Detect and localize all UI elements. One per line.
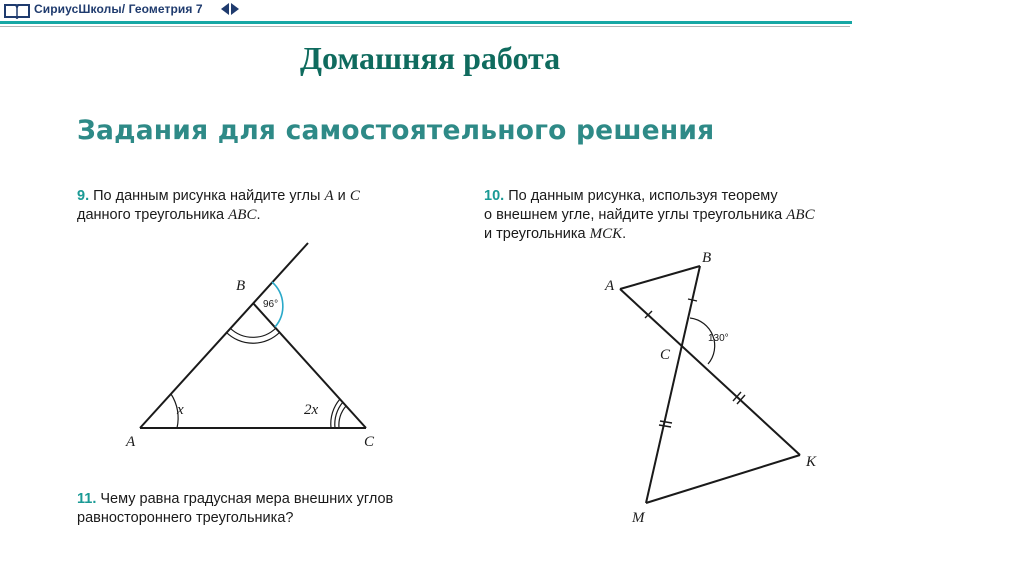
task-10-text-part: . (622, 226, 627, 242)
line-bm (646, 266, 700, 503)
task-11-text-part: Чему равна градусная мера внешних углов (100, 491, 394, 507)
task-10-var-MCK: MCK (589, 226, 623, 242)
label-c: C (364, 434, 375, 450)
task-9-var-ABC: ABC (228, 207, 257, 223)
label-m: M (632, 510, 645, 526)
label-b: B (236, 278, 246, 294)
angle-c-label: 2x (304, 402, 319, 418)
task-9-text-part: . (256, 207, 261, 223)
line-ak (620, 289, 800, 455)
task-9-var-A: A (324, 188, 334, 204)
side-ab (620, 266, 700, 289)
task-10-text-part: и треугольника (484, 226, 590, 242)
task-9-number: 9. (77, 188, 90, 204)
task-10-text-part: о внешнем угле, найдите углы треугольника (484, 207, 787, 223)
label-a: A (126, 434, 136, 450)
label-k: K (806, 454, 817, 470)
label-c2: C (660, 347, 671, 363)
label-a2: A (605, 278, 615, 294)
angle-a-label: x (177, 402, 184, 418)
task-10-var-ABC: ABC (786, 207, 815, 223)
exterior-angle-label: 96° (263, 299, 279, 310)
task-9-text-part: По данным рисунка найдите углы (93, 188, 325, 204)
task-10-text-part: По данным рисунка, используя теорему (508, 188, 778, 204)
task-9-text-part: данного треугольника (77, 207, 229, 223)
task-9-text-part: и (333, 188, 350, 204)
task-10-number: 10. (484, 188, 505, 204)
exterior-angle-label-2: 130° (708, 333, 729, 344)
task-11-text-part: равностороннего треугольника? (77, 510, 294, 526)
section-title: Задания для самостоятельного решения (77, 115, 715, 146)
tick-cm-1 (660, 421, 672, 423)
task-9-var-C: C (349, 188, 360, 204)
brand-title: СириусШколы/ Геометрия 7 (34, 2, 203, 16)
side-mk (646, 455, 800, 503)
tick-cm-2 (659, 425, 671, 427)
tick-bc (688, 299, 697, 301)
task-11-number: 11. (77, 491, 97, 507)
label-b2: B (702, 250, 712, 266)
page-title: Домашняя работа (300, 40, 561, 76)
